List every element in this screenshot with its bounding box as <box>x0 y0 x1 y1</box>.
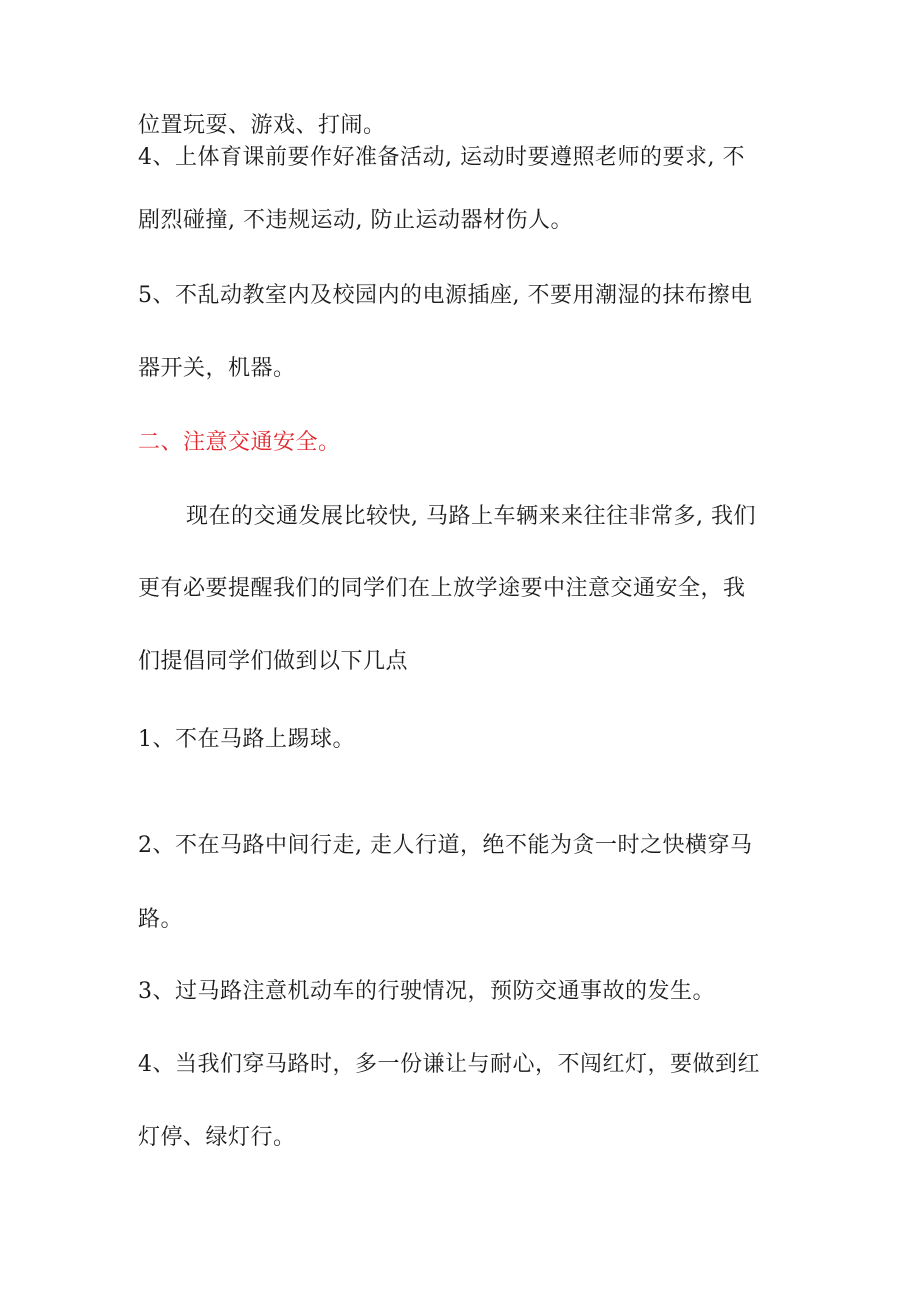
text-line: 位置玩耍、游戏、打闹。 <box>138 113 386 138</box>
text-line: 灯停、绿灯行。 <box>138 1125 296 1150</box>
text-line: 4、上体育课前要作好准备活动, 运动时要遵照老师的要求, 不 <box>138 145 745 170</box>
list-item: 4、当我们穿马路时，多一份谦让与耐心，不闯红灯，要做到红 <box>138 1052 760 1077</box>
text-line: 路。 <box>138 907 184 932</box>
text-line: 们提倡同学们做到以下几点 <box>138 649 409 674</box>
text-line: 器开关，机器。 <box>138 356 296 381</box>
text-line: 剧烈碰撞, 不违规运动, 防止运动器材伤人。 <box>138 208 573 233</box>
section-heading: 二、注意交通安全。 <box>138 430 341 455</box>
text-line: 5、不乱动教室内及校园内的电源插座, 不要用潮湿的抹布擦电 <box>138 283 753 308</box>
text-line: 现在的交通发展比较快, 马路上车辆来来往往非常多, 我们 <box>186 504 756 529</box>
list-item: 3、过马路注意机动车的行驶情况，预防交通事故的发生。 <box>138 979 715 1004</box>
list-item: 1、不在马路上踢球。 <box>138 727 355 752</box>
list-item: 2、不在马路中间行走, 走人行道，绝不能为贪一时之快横穿马 <box>138 833 753 858</box>
text-line: 更有必要提醒我们的同学们在上放学途要中注意交通安全，我 <box>138 576 746 601</box>
